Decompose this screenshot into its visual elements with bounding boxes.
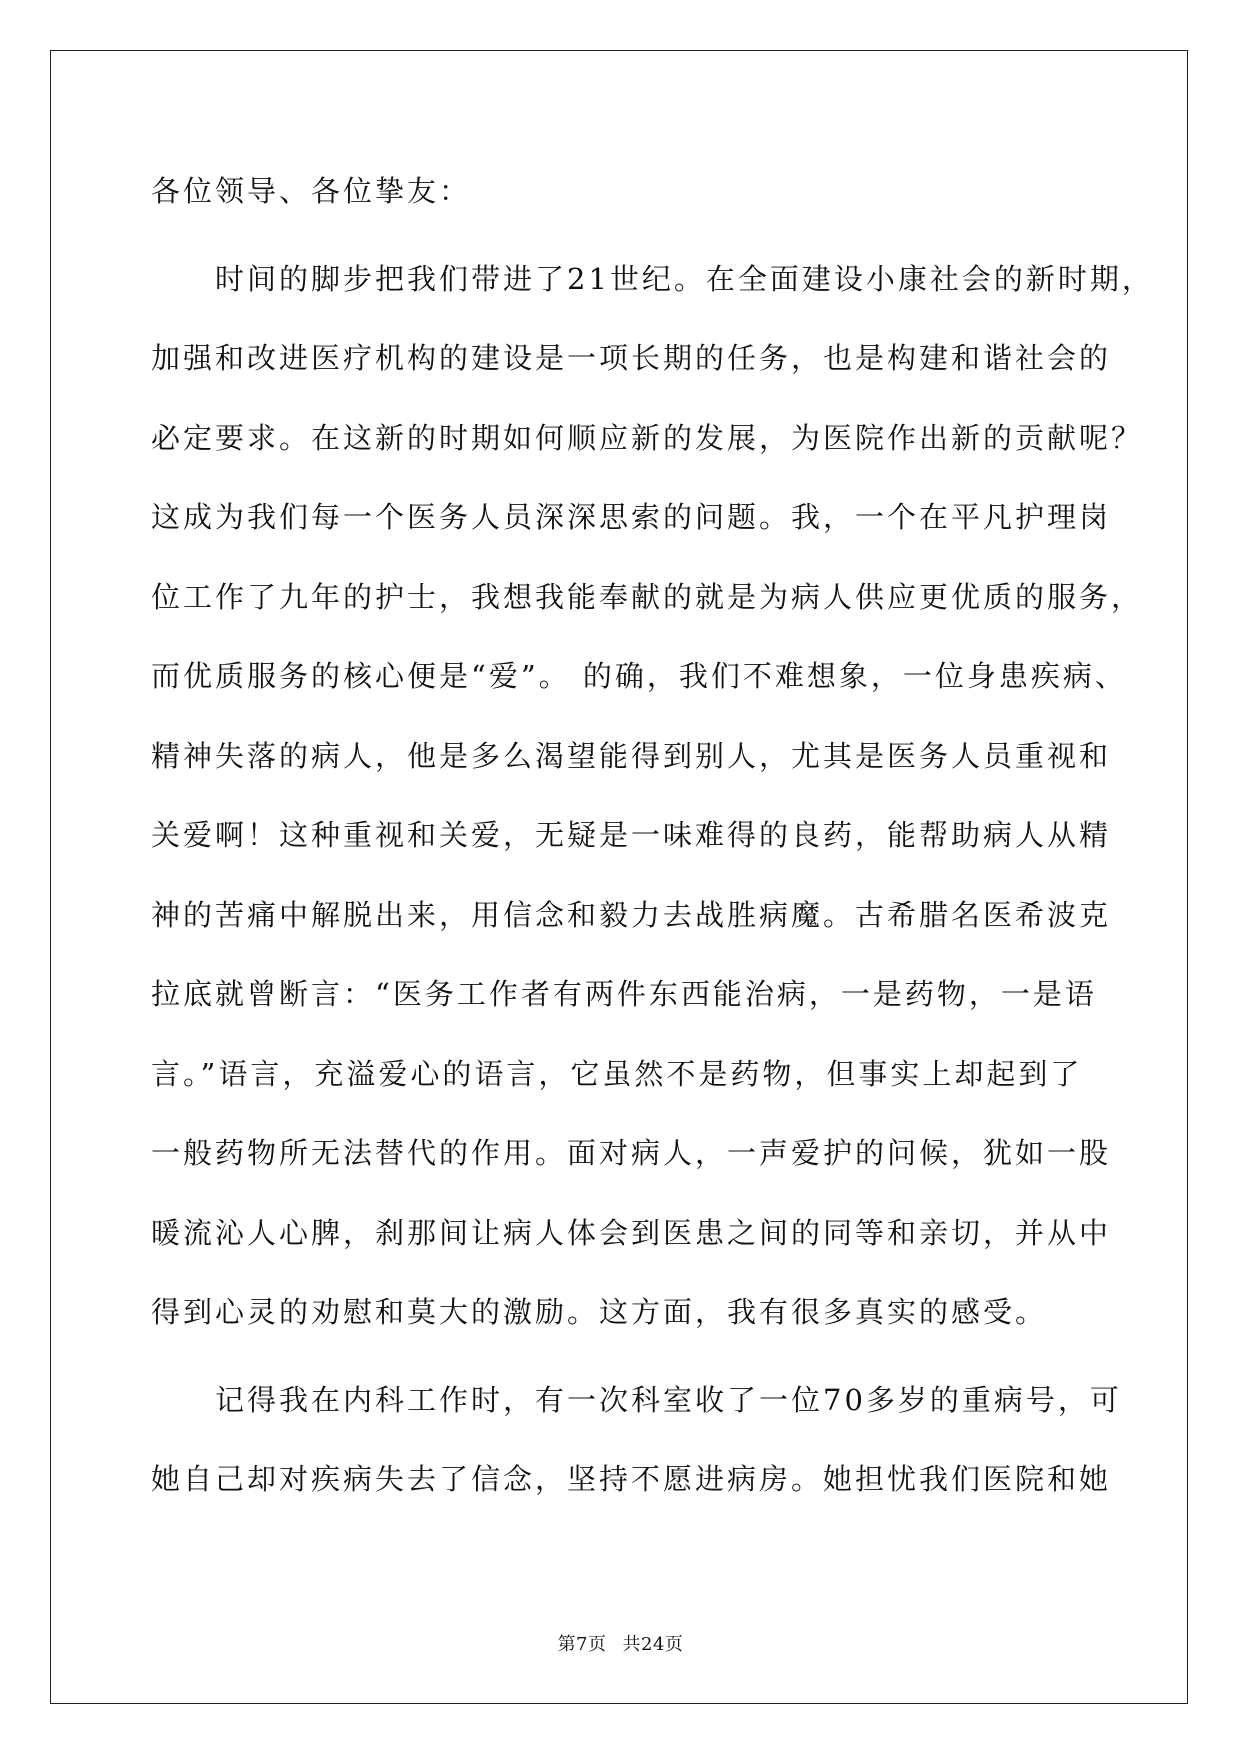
page-total: 共24页 bbox=[622, 1634, 684, 1655]
page-footer bbox=[0, 1630, 1241, 1656]
paragraph-line: 必定要求。在这新的时期如何顺应新的发展，为医院作出新的贡献呢？ bbox=[151, 420, 1144, 455]
salutation-line: 各位领导、各位挚友： bbox=[151, 174, 472, 208]
page-number: 第7页 bbox=[557, 1634, 607, 1655]
paragraph-line: 而优质服务的核心便是“爱”。 的确，我们不难想象，一位身患疾病、 bbox=[151, 659, 1127, 693]
paragraph-line: 位工作了九年的护士，我想我能奉献的就是为病人供应更优质的服务， bbox=[151, 579, 1144, 614]
paragraph-line: 精神失落的病人，他是多么渴望能得到别人，尤其是医务人员重视和 bbox=[151, 738, 1112, 773]
paragraph-line: 这成为我们每一个医务人员深深思索的问题。我，一个在平凡护理岗 bbox=[151, 500, 1112, 534]
paragraph-line: 时间的脚步把我们带进了21世纪。在全面建设小康社会的新时期， bbox=[215, 261, 1154, 296]
paragraph-line: 暖流沁人心脾，刹那间让病人体会到医患之间的同等和亲切，并从中 bbox=[151, 1215, 1112, 1250]
paragraph-line: 她自己却对疾病失去了信念，坚持不愿进病房。她担忧我们医院和她 bbox=[151, 1462, 1112, 1496]
paragraph-line: 神的苦痛中解脱出来，用信念和毅力去战胜病魔。古希腊名医希波克 bbox=[151, 897, 1112, 932]
paragraph-line: 言。”语言，充溢爱心的语言，它虽然不是药物，但事实上却起到了 bbox=[151, 1056, 1083, 1091]
paragraph-line: 记得我在内科工作时，有一次科室收了一位70多岁的重病号，可 bbox=[215, 1382, 1122, 1417]
document-body bbox=[151, 166, 1154, 1534]
paragraph-line: 得到心灵的劝慰和莫大的激励。这方面，我有很多真实的感受。 bbox=[151, 1295, 1048, 1329]
paragraph-line: 加强和改进医疗机构的建设是一项长期的任务，也是构建和谐社会的 bbox=[151, 341, 1112, 375]
paragraph-line: 关爱啊！这种重视和关爱，无疑是一味难得的良药，能帮助病人从精 bbox=[151, 818, 1112, 852]
paragraph-line: 一般药物所无法替代的作用。面对病人，一声爱护的问候，犹如一股 bbox=[151, 1136, 1112, 1170]
paragraph-line: 拉底就曾断言：“医务工作者有两件东西能治病，一是药物，一是语 bbox=[151, 977, 1097, 1011]
